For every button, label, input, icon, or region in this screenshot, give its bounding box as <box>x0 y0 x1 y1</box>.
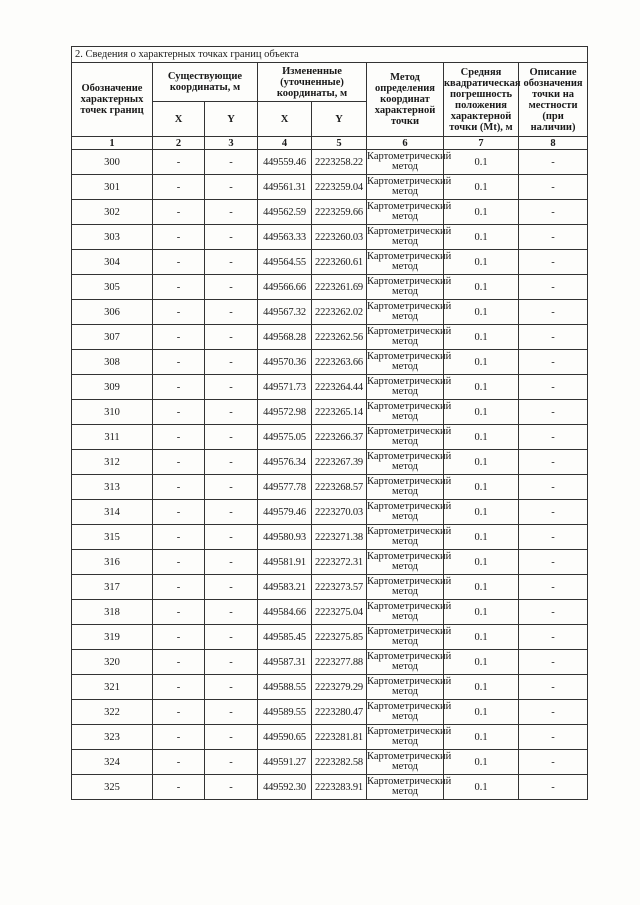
existing-x-cell: - <box>153 600 205 625</box>
column-number: 5 <box>312 137 367 150</box>
description-cell: - <box>519 425 588 450</box>
description-cell: - <box>519 725 588 750</box>
table-row <box>72 525 588 550</box>
method-cell: Картометрический метод <box>367 675 444 700</box>
boundary-points-table <box>71 46 588 800</box>
changed-y-cell: 2223268.57 <box>312 475 367 500</box>
changed-x-cell: 449571.73 <box>258 375 312 400</box>
changed-x-cell: 449577.78 <box>258 475 312 500</box>
section-title: 2. Сведения о характерных точках границ объекта <box>72 47 588 63</box>
error-cell: 0.1 <box>444 300 519 325</box>
existing-x-cell: - <box>153 400 205 425</box>
header-changed-y: Y <box>312 102 367 137</box>
changed-x-cell: 449588.55 <box>258 675 312 700</box>
column-number: 3 <box>205 137 258 150</box>
error-cell: 0.1 <box>444 350 519 375</box>
existing-x-cell: - <box>153 375 205 400</box>
changed-x-cell: 449570.36 <box>258 350 312 375</box>
method-cell: Картометрический метод <box>367 450 444 475</box>
table-row <box>72 325 588 350</box>
table-row <box>72 450 588 475</box>
existing-y-cell: - <box>205 725 258 750</box>
changed-x-cell: 449584.66 <box>258 600 312 625</box>
changed-y-cell: 2223265.14 <box>312 400 367 425</box>
description-cell: - <box>519 200 588 225</box>
changed-y-cell: 2223281.81 <box>312 725 367 750</box>
point-number-cell: 318 <box>72 600 153 625</box>
changed-y-cell: 2223282.58 <box>312 750 367 775</box>
changed-y-cell: 2223277.88 <box>312 650 367 675</box>
method-cell: Картометрический метод <box>367 500 444 525</box>
existing-x-cell: - <box>153 525 205 550</box>
point-number-cell: 311 <box>72 425 153 450</box>
changed-y-cell: 2223258.22 <box>312 150 367 175</box>
existing-x-cell: - <box>153 625 205 650</box>
changed-x-cell: 449592.30 <box>258 775 312 800</box>
description-cell: - <box>519 400 588 425</box>
point-number-cell: 320 <box>72 650 153 675</box>
existing-y-cell: - <box>205 475 258 500</box>
method-cell: Картометрический метод <box>367 700 444 725</box>
error-cell: 0.1 <box>444 475 519 500</box>
existing-x-cell: - <box>153 675 205 700</box>
column-number-row <box>72 137 588 150</box>
method-cell: Картометрический метод <box>367 725 444 750</box>
table-row <box>72 650 588 675</box>
point-number-cell: 309 <box>72 375 153 400</box>
changed-y-cell: 2223267.39 <box>312 450 367 475</box>
description-cell: - <box>519 550 588 575</box>
existing-y-cell: - <box>205 400 258 425</box>
existing-y-cell: - <box>205 375 258 400</box>
existing-x-cell: - <box>153 725 205 750</box>
description-cell: - <box>519 325 588 350</box>
existing-y-cell: - <box>205 575 258 600</box>
changed-x-cell: 449563.33 <box>258 225 312 250</box>
error-cell: 0.1 <box>444 275 519 300</box>
method-cell: Картометрический метод <box>367 600 444 625</box>
changed-y-cell: 2223262.56 <box>312 325 367 350</box>
point-number-cell: 312 <box>72 450 153 475</box>
method-cell: Картометрический метод <box>367 625 444 650</box>
table-row <box>72 350 588 375</box>
header-existing-x: X <box>153 102 205 137</box>
point-number-cell: 310 <box>72 400 153 425</box>
method-cell: Картометрический метод <box>367 400 444 425</box>
changed-x-cell: 449564.55 <box>258 250 312 275</box>
changed-x-cell: 449589.55 <box>258 700 312 725</box>
existing-x-cell: - <box>153 650 205 675</box>
point-number-cell: 315 <box>72 525 153 550</box>
changed-x-cell: 449575.05 <box>258 425 312 450</box>
changed-y-cell: 2223279.29 <box>312 675 367 700</box>
changed-y-cell: 2223272.31 <box>312 550 367 575</box>
point-number-cell: 323 <box>72 725 153 750</box>
method-cell: Картометрический метод <box>367 350 444 375</box>
point-number-cell: 313 <box>72 475 153 500</box>
header-point-designation: Обозначение характерных точек границ <box>72 63 153 137</box>
changed-x-cell: 449566.66 <box>258 275 312 300</box>
column-number: 1 <box>72 137 153 150</box>
method-cell: Картометрический метод <box>367 550 444 575</box>
method-cell: Картометрический метод <box>367 175 444 200</box>
changed-y-cell: 2223266.37 <box>312 425 367 450</box>
existing-x-cell: - <box>153 325 205 350</box>
existing-x-cell: - <box>153 750 205 775</box>
table-row <box>72 225 588 250</box>
description-cell: - <box>519 525 588 550</box>
point-number-cell: 324 <box>72 750 153 775</box>
table-row <box>72 725 588 750</box>
method-cell: Картометрический метод <box>367 775 444 800</box>
changed-x-cell: 449561.31 <box>258 175 312 200</box>
existing-y-cell: - <box>205 275 258 300</box>
changed-y-cell: 2223275.04 <box>312 600 367 625</box>
error-cell: 0.1 <box>444 650 519 675</box>
changed-x-cell: 449576.34 <box>258 450 312 475</box>
error-cell: 0.1 <box>444 175 519 200</box>
error-cell: 0.1 <box>444 400 519 425</box>
changed-y-cell: 2223262.02 <box>312 300 367 325</box>
description-cell: - <box>519 650 588 675</box>
changed-y-cell: 2223280.47 <box>312 700 367 725</box>
point-number-cell: 316 <box>72 550 153 575</box>
point-number-cell: 319 <box>72 625 153 650</box>
description-cell: - <box>519 775 588 800</box>
table-row <box>72 375 588 400</box>
existing-x-cell: - <box>153 150 205 175</box>
changed-x-cell: 449583.21 <box>258 575 312 600</box>
changed-x-cell: 449579.46 <box>258 500 312 525</box>
table-row <box>72 625 588 650</box>
existing-y-cell: - <box>205 325 258 350</box>
table-row <box>72 400 588 425</box>
existing-y-cell: - <box>205 250 258 275</box>
description-cell: - <box>519 375 588 400</box>
method-cell: Картометрический метод <box>367 300 444 325</box>
point-number-cell: 304 <box>72 250 153 275</box>
point-number-cell: 308 <box>72 350 153 375</box>
changed-y-cell: 2223259.04 <box>312 175 367 200</box>
point-number-cell: 325 <box>72 775 153 800</box>
description-cell: - <box>519 300 588 325</box>
description-cell: - <box>519 475 588 500</box>
existing-y-cell: - <box>205 500 258 525</box>
existing-y-cell: - <box>205 750 258 775</box>
description-cell: - <box>519 600 588 625</box>
existing-x-cell: - <box>153 700 205 725</box>
point-number-cell: 321 <box>72 675 153 700</box>
method-cell: Картометрический метод <box>367 250 444 275</box>
method-cell: Картометрический метод <box>367 225 444 250</box>
error-cell: 0.1 <box>444 425 519 450</box>
existing-x-cell: - <box>153 225 205 250</box>
description-cell: - <box>519 350 588 375</box>
method-cell: Картометрический метод <box>367 275 444 300</box>
error-cell: 0.1 <box>444 325 519 350</box>
column-number: 8 <box>519 137 588 150</box>
table-body <box>72 150 588 800</box>
column-number: 6 <box>367 137 444 150</box>
existing-y-cell: - <box>205 600 258 625</box>
existing-x-cell: - <box>153 550 205 575</box>
existing-x-cell: - <box>153 500 205 525</box>
changed-x-cell: 449585.45 <box>258 625 312 650</box>
existing-y-cell: - <box>205 425 258 450</box>
table-row <box>72 550 588 575</box>
document-sheet <box>71 46 587 800</box>
table-row <box>72 600 588 625</box>
existing-y-cell: - <box>205 650 258 675</box>
method-cell: Картометрический метод <box>367 475 444 500</box>
column-number: 7 <box>444 137 519 150</box>
column-number: 4 <box>258 137 312 150</box>
error-cell: 0.1 <box>444 725 519 750</box>
existing-x-cell: - <box>153 775 205 800</box>
description-cell: - <box>519 625 588 650</box>
table-row <box>72 200 588 225</box>
point-number-cell: 317 <box>72 575 153 600</box>
changed-x-cell: 449587.31 <box>258 650 312 675</box>
table-row <box>72 475 588 500</box>
existing-x-cell: - <box>153 450 205 475</box>
existing-y-cell: - <box>205 225 258 250</box>
table-row <box>72 700 588 725</box>
table-row <box>72 775 588 800</box>
changed-x-cell: 449559.46 <box>258 150 312 175</box>
point-number-cell: 314 <box>72 500 153 525</box>
changed-y-cell: 2223259.66 <box>312 200 367 225</box>
existing-y-cell: - <box>205 450 258 475</box>
existing-y-cell: - <box>205 700 258 725</box>
changed-y-cell: 2223264.44 <box>312 375 367 400</box>
error-cell: 0.1 <box>444 200 519 225</box>
existing-x-cell: - <box>153 275 205 300</box>
description-cell: - <box>519 700 588 725</box>
method-cell: Картометрический метод <box>367 200 444 225</box>
existing-x-cell: - <box>153 350 205 375</box>
point-number-cell: 303 <box>72 225 153 250</box>
existing-x-cell: - <box>153 425 205 450</box>
table-row <box>72 275 588 300</box>
changed-x-cell: 449572.98 <box>258 400 312 425</box>
error-cell: 0.1 <box>444 675 519 700</box>
table-row <box>72 250 588 275</box>
method-cell: Картометрический метод <box>367 750 444 775</box>
table-row <box>72 500 588 525</box>
existing-y-cell: - <box>205 175 258 200</box>
header-description: Описание обозначения точки на местности (при наличии) <box>519 63 588 137</box>
changed-y-cell: 2223260.61 <box>312 250 367 275</box>
existing-x-cell: - <box>153 250 205 275</box>
existing-y-cell: - <box>205 550 258 575</box>
point-number-cell: 306 <box>72 300 153 325</box>
changed-x-cell: 449590.65 <box>258 725 312 750</box>
changed-x-cell: 449567.32 <box>258 300 312 325</box>
error-cell: 0.1 <box>444 575 519 600</box>
existing-y-cell: - <box>205 200 258 225</box>
changed-x-cell: 449591.27 <box>258 750 312 775</box>
point-number-cell: 301 <box>72 175 153 200</box>
description-cell: - <box>519 675 588 700</box>
error-cell: 0.1 <box>444 500 519 525</box>
error-cell: 0.1 <box>444 525 519 550</box>
error-cell: 0.1 <box>444 600 519 625</box>
method-cell: Картометрический метод <box>367 525 444 550</box>
existing-y-cell: - <box>205 675 258 700</box>
point-number-cell: 305 <box>72 275 153 300</box>
point-number-cell: 322 <box>72 700 153 725</box>
table-row <box>72 175 588 200</box>
description-cell: - <box>519 250 588 275</box>
changed-x-cell: 449581.91 <box>258 550 312 575</box>
existing-y-cell: - <box>205 525 258 550</box>
changed-y-cell: 2223271.38 <box>312 525 367 550</box>
changed-y-cell: 2223283.91 <box>312 775 367 800</box>
existing-x-cell: - <box>153 475 205 500</box>
existing-y-cell: - <box>205 350 258 375</box>
table-row <box>72 750 588 775</box>
table-row <box>72 425 588 450</box>
description-cell: - <box>519 150 588 175</box>
description-cell: - <box>519 575 588 600</box>
changed-y-cell: 2223273.57 <box>312 575 367 600</box>
table-row <box>72 675 588 700</box>
table-row <box>72 300 588 325</box>
error-cell: 0.1 <box>444 550 519 575</box>
error-cell: 0.1 <box>444 225 519 250</box>
column-number: 2 <box>153 137 205 150</box>
method-cell: Картометрический метод <box>367 325 444 350</box>
existing-y-cell: - <box>205 775 258 800</box>
description-cell: - <box>519 750 588 775</box>
changed-y-cell: 2223263.66 <box>312 350 367 375</box>
table-row <box>72 575 588 600</box>
existing-x-cell: - <box>153 575 205 600</box>
changed-x-cell: 449580.93 <box>258 525 312 550</box>
point-number-cell: 300 <box>72 150 153 175</box>
existing-x-cell: - <box>153 175 205 200</box>
changed-y-cell: 2223275.85 <box>312 625 367 650</box>
existing-y-cell: - <box>205 625 258 650</box>
changed-x-cell: 449568.28 <box>258 325 312 350</box>
existing-x-cell: - <box>153 300 205 325</box>
header-changed-x: X <box>258 102 312 137</box>
point-number-cell: 307 <box>72 325 153 350</box>
method-cell: Картометрический метод <box>367 575 444 600</box>
error-cell: 0.1 <box>444 750 519 775</box>
error-cell: 0.1 <box>444 625 519 650</box>
method-cell: Картометрический метод <box>367 150 444 175</box>
error-cell: 0.1 <box>444 775 519 800</box>
method-cell: Картометрический метод <box>367 425 444 450</box>
description-cell: - <box>519 275 588 300</box>
description-cell: - <box>519 500 588 525</box>
header-existing-coords: Существующие координаты, м <box>153 63 258 102</box>
table-row <box>72 150 588 175</box>
existing-x-cell: - <box>153 200 205 225</box>
description-cell: - <box>519 450 588 475</box>
header-changed-coords: Измененные (уточненные) координаты, м <box>258 63 367 102</box>
error-cell: 0.1 <box>444 700 519 725</box>
error-cell: 0.1 <box>444 450 519 475</box>
error-cell: 0.1 <box>444 375 519 400</box>
method-cell: Картометрический метод <box>367 650 444 675</box>
changed-y-cell: 2223260.03 <box>312 225 367 250</box>
description-cell: - <box>519 225 588 250</box>
point-number-cell: 302 <box>72 200 153 225</box>
changed-y-cell: 2223270.03 <box>312 500 367 525</box>
header-error: Средняя квадратическая погрешность положения характерной точки (Mt), м <box>444 63 519 137</box>
error-cell: 0.1 <box>444 150 519 175</box>
changed-y-cell: 2223261.69 <box>312 275 367 300</box>
error-cell: 0.1 <box>444 250 519 275</box>
header-method: Метод определения координат характерной точки <box>367 63 444 137</box>
changed-x-cell: 449562.59 <box>258 200 312 225</box>
existing-y-cell: - <box>205 150 258 175</box>
method-cell: Картометрический метод <box>367 375 444 400</box>
description-cell: - <box>519 175 588 200</box>
existing-y-cell: - <box>205 300 258 325</box>
header-existing-y: Y <box>205 102 258 137</box>
